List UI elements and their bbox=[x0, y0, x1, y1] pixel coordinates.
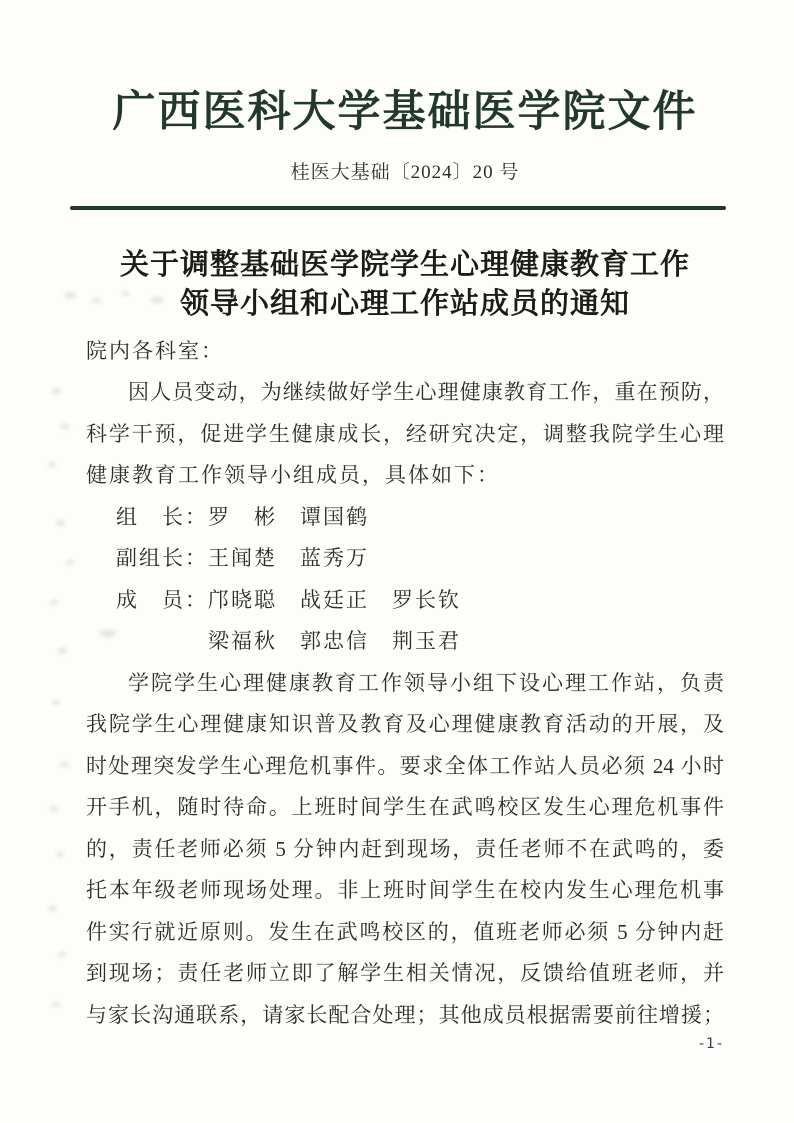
paragraph2-line: 到现场；责任老师立即了解学生相关情况，反馈给值班老师，并 bbox=[86, 961, 724, 985]
scan-artifact bbox=[60, 762, 69, 767]
scan-artifact bbox=[64, 292, 76, 298]
document-number: 桂医大基础〔2024〕20 号 bbox=[290, 162, 520, 183]
paragraph2-line: 托本年级老师现场处理。非上班时间学生在校内发生心理危机事 bbox=[86, 878, 724, 902]
scan-artifact bbox=[92, 298, 101, 303]
scan-artifact bbox=[60, 424, 70, 429]
scan-artifact bbox=[58, 952, 66, 957]
scan-artifact bbox=[48, 462, 56, 467]
notice-title-line2: 领导小组和心理工作站成员的通知 bbox=[179, 288, 630, 320]
scan-artifact bbox=[56, 852, 64, 857]
member-list-line-members-cont: 梁福秋 郭忠信 荆玉君 bbox=[116, 629, 461, 653]
scan-artifact bbox=[56, 520, 65, 526]
scan-artifact bbox=[122, 291, 129, 296]
scan-artifact bbox=[50, 806, 58, 811]
paragraph2-line: 与家长沟通联系，请家长配合处理；其他成员根据需要前往增援； bbox=[86, 1002, 724, 1027]
member-list-line-members: 成 员：邝晓聪 战廷正 罗长钦 bbox=[116, 587, 461, 612]
scan-artifact bbox=[52, 388, 61, 394]
notice-title-line1: 关于调整基础医学院学生心理健康教育工作 bbox=[119, 249, 690, 281]
scan-artifact bbox=[150, 297, 164, 303]
member-list-line-leader: 组 长：罗 彬 谭国鹤 bbox=[116, 504, 369, 529]
scan-artifact bbox=[52, 1002, 60, 1007]
letterhead-title: 广西医科大学基础医学院文件 bbox=[112, 88, 698, 136]
paragraph2-line: 我院学生心理健康知识普及教育及心理健康教育活动的开展，及 bbox=[86, 712, 724, 736]
notice-title bbox=[86, 246, 724, 324]
salutation: 院内各科室： bbox=[86, 339, 224, 363]
document-body bbox=[86, 372, 724, 1036]
member-list-line-deputy-leader: 副组长：王闻楚 蓝秀万 bbox=[116, 546, 369, 570]
paragraph2-line: 学院学生心理健康教育工作领导小组下设心理工作站，负责 bbox=[128, 670, 724, 695]
scan-artifact bbox=[100, 630, 116, 637]
letterhead-divider bbox=[70, 206, 726, 210]
scan-artifact bbox=[48, 906, 57, 911]
paragraph2-line: 件实行就近原则。发生在武鸣校区的，值班老师必须 5 分钟内赶 bbox=[86, 919, 724, 944]
paragraph2-line: 开手机，随时待命。上班时间学生在武鸣校区发生心理危机事件 bbox=[86, 795, 724, 819]
scan-artifact bbox=[58, 648, 67, 654]
scan-artifact bbox=[66, 560, 74, 565]
paragraph2-line: 时处理突发学生心理危机事件。要求全体工作站人员必须 24 小时 bbox=[86, 753, 724, 778]
scan-artifact bbox=[50, 600, 58, 605]
paragraph1-line: 健康教育工作领导小组成员，具体如下： bbox=[86, 463, 500, 487]
scan-artifact bbox=[52, 700, 60, 705]
page-number: -1- bbox=[698, 1036, 724, 1052]
paragraph2-line: 的，责任老师必须 5 分钟内赶到现场，责任老师不在武鸣的，委 bbox=[86, 836, 724, 861]
paragraph1-line: 因人员变动，为继续做好学生心理健康教育工作，重在预防， bbox=[128, 380, 724, 404]
paragraph1-line: 科学干预，促进学生健康成长，经研究决定，调整我院学生心理 bbox=[86, 421, 724, 446]
